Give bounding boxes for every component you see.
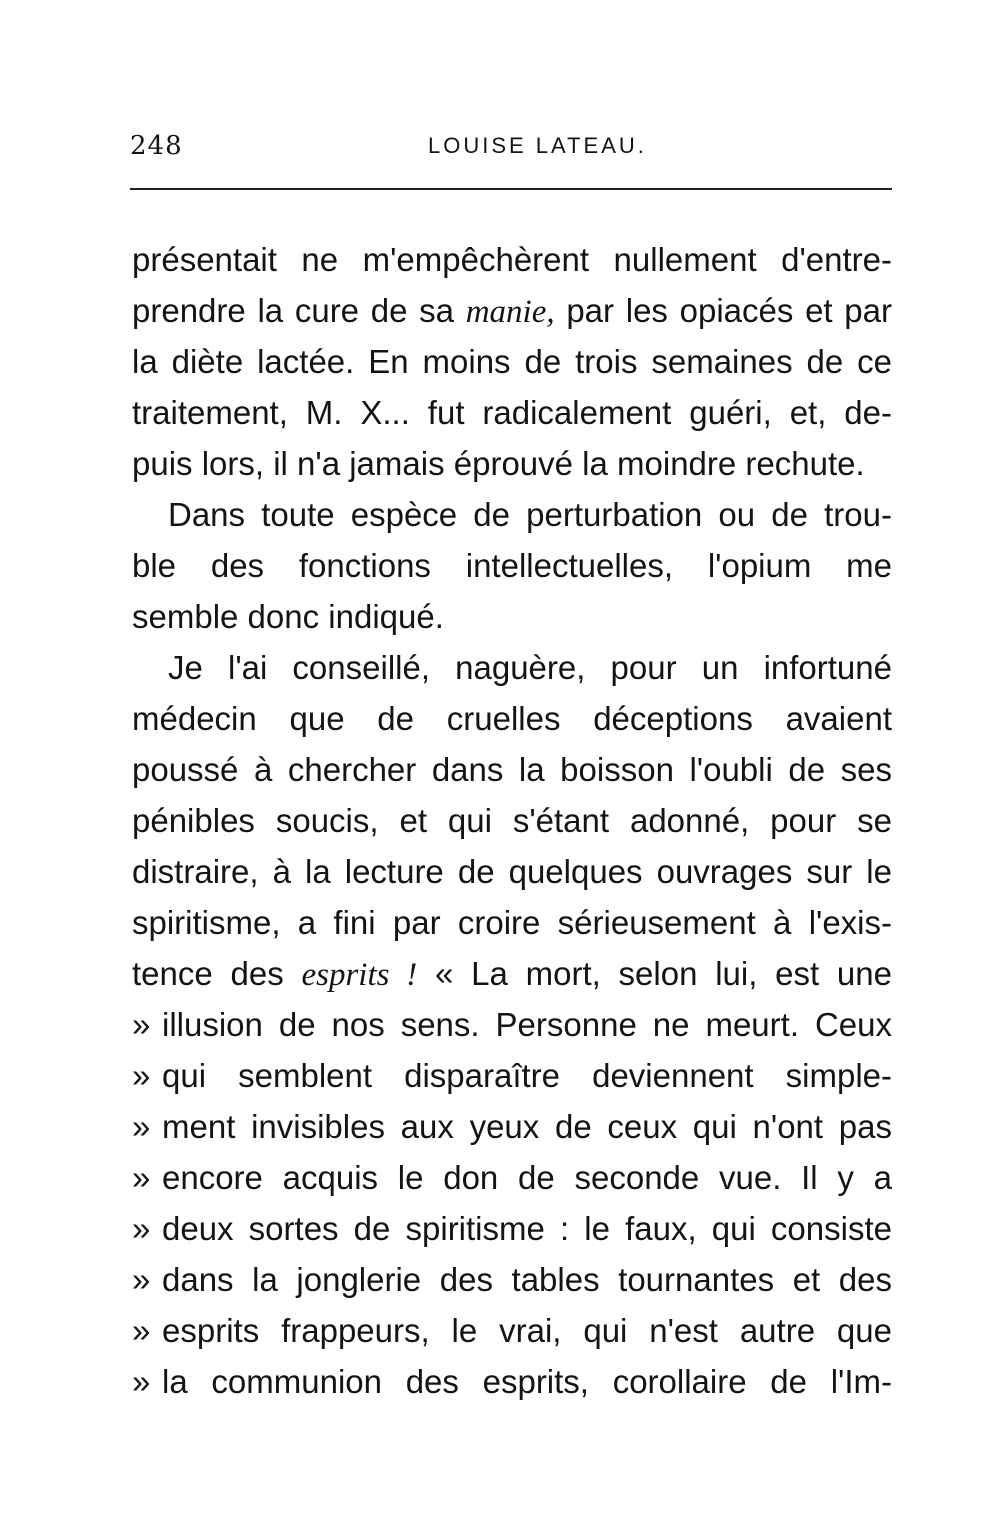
running-title: LOUISE LATEAU.	[428, 133, 647, 158]
quote-mark: »	[132, 1363, 151, 1400]
text-line: tence des esprits ! « La mort, selon lui, est une	[132, 955, 892, 993]
quote-line: » qui semblent disparaître deviennent simple-	[132, 1050, 892, 1101]
quote-line: » encore acquis le don de seconde vue. Il y a	[132, 1152, 892, 1203]
text-line: médecin que de cruelles déceptions avaient	[132, 700, 892, 737]
quote-mark: »	[132, 1159, 151, 1196]
italic-word: esprits !	[301, 957, 418, 993]
quote-line: » deux sortes de spiritisme : le faux, qui consiste	[132, 1203, 892, 1254]
text-line: pénibles soucis, et qui s'étant adonné, pour se	[132, 802, 892, 839]
body-text	[132, 234, 892, 1407]
page-number: 248	[130, 131, 183, 161]
quote-line: » la communion des esprits, corollaire de l'Im-	[132, 1356, 892, 1407]
italic-word: manie,	[465, 294, 555, 330]
quote-line: » dans la jonglerie des tables tournantes et des	[132, 1254, 892, 1305]
text-line: semble donc indiqué.	[132, 598, 444, 635]
text-line: présentait ne m'empêchèrent nullement d'entre-	[132, 241, 892, 278]
running-head	[130, 126, 892, 166]
header-rule	[130, 188, 892, 190]
text-line: prendre la cure de sa manie, par les opiacés et par	[132, 292, 892, 330]
text-line: traitement, M. X... fut radicalement guéri, et, de-	[132, 394, 892, 431]
text-line: spiritisme, a fini par croire sérieusement à l'exis-	[132, 904, 892, 941]
text-line: distraire, à la lecture de quelques ouvrages sur le	[132, 853, 892, 890]
text-line: Je l'ai conseillé, naguère, pour un infortuné	[168, 649, 892, 686]
quote-mark: »	[132, 1057, 151, 1094]
quote-mark: »	[132, 1108, 151, 1145]
text-line: la diète lactée. En moins de trois semaines de ce	[132, 343, 892, 380]
quote-mark: »	[132, 1006, 151, 1043]
text-line: ble des fonctions intellectuelles, l'opium me	[132, 547, 892, 584]
quote-line: » ment invisibles aux yeux de ceux qui n'ont pas	[132, 1101, 892, 1152]
quote-line: » illusion de nos sens. Personne ne meurt. Ceux	[132, 999, 892, 1050]
text-line: Dans toute espèce de perturbation ou de trou-	[168, 496, 892, 533]
quote-mark: »	[132, 1210, 151, 1247]
quote-mark: »	[132, 1261, 151, 1298]
text-line: puis lors, il n'a jamais éprouvé la moindre rechute.	[132, 445, 865, 482]
text-line: poussé à chercher dans la boisson l'oubli de ses	[132, 751, 892, 788]
quote-line: » esprits frappeurs, le vrai, qui n'est autre que	[132, 1305, 892, 1356]
quote-mark: »	[132, 1312, 151, 1349]
